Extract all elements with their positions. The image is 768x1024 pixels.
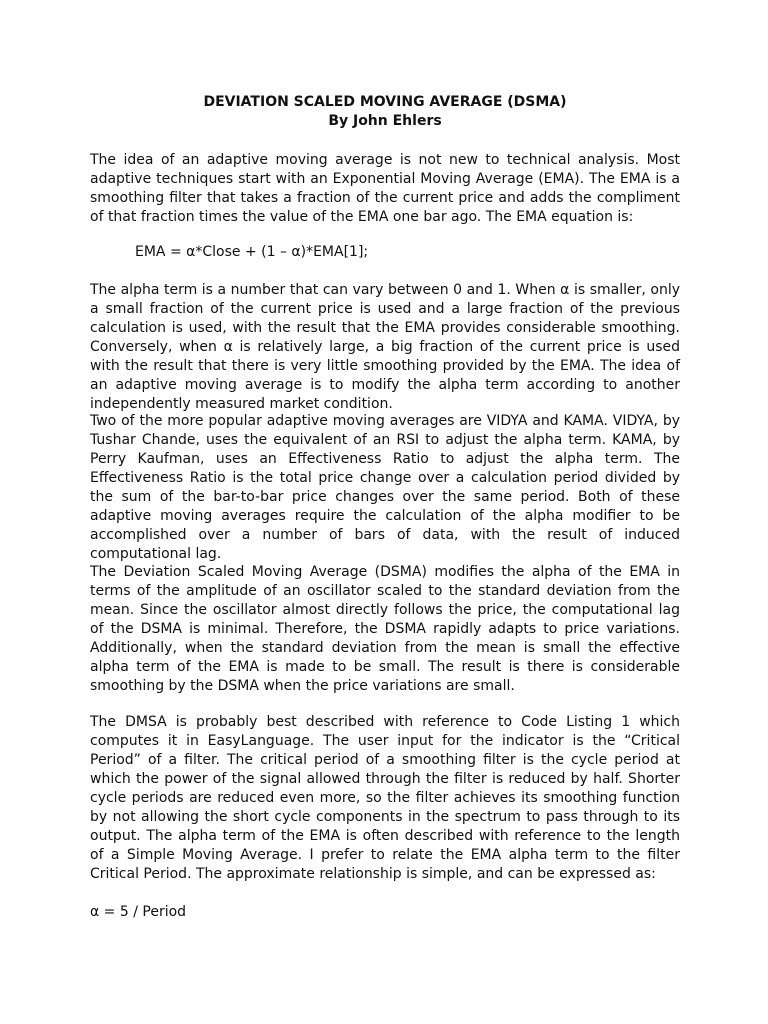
paragraph-alpha: The alpha term is a number that can vary between 0 and 1. When α is smaller, only a small fraction of the current price is used and a large fraction of the previous calculation is used, with the result that the EMA provides considerable smoothing. Conversely, when α is relatively large, a big fraction of the current price is used with the result that there is very little smoothing provided by the EMA. The idea of an adaptive moving average is to modify the alpha term according to another independently measured market condition. [90,282,680,412]
ema-equation: EMA = α*Close + (1 – α)*EMA[1]; [135,244,369,260]
title-block [90,93,680,131]
paragraph-dsma: The Deviation Scaled Moving Average (DSMA) modifies the alpha of the EMA in terms of the amplitude of an oscillator scaled to the standard deviation from the mean. Since the oscillator almost directly follows the price, the computational lag of the DSMA is minimal. Therefore, the DSMA rapidly adapts to price variations. Additionally, when the standard deviation from the mean is small the effective alpha term of the EMA is made to be small. The result is there is considerable smoothing by the DSMA when the price variations are small. [90,564,680,694]
document-title: DEVIATION SCALED MOVING AVERAGE (DSMA) [203,94,567,110]
alpha-equation: α = 5 / Period [90,904,187,920]
paragraph-critical-period: The DMSA is probably best described with reference to Code Listing 1 which computes it in EasyLanguage. The user input for the indicator is the “Critical Period” of a filter. The critical period of a smoothing filter is the cycle period at which the power of the signal allowed through the filter is reduced by half. Shorter cycle periods are reduced even more, so the filter achieves its smoothing function by not allowing the short cycle components in the spectrum to pass through to its output. The alpha term of the EMA is often described with reference to the length of a Simple Moving Average. I prefer to relate the EMA alpha term to the filter Critical Period. The approximate relationship is simple, and can be expressed as: [90,714,680,882]
document-author: By John Ehlers [328,113,442,129]
paragraph-vidya-kama: Two of the more popular adaptive moving averages are VIDYA and KAMA. VIDYA, by Tushar Chande, uses the equivalent of an RSI to adjust the alpha term. KAMA, by Perry Kaufman, uses an Effectiveness Ratio to adjust the alpha term. The Effectiveness Ratio is the total price change over a calculation period divided by the sum of the bar-to-bar price changes over the same period. Both of these adaptive moving averages require the calculation of the alpha modifier to be accomplished over a number of bars of data, with the result of induced computational lag. [90,413,680,562]
paragraph-intro: The idea of an adaptive moving average is not new to technical analysis. Most adaptive techniques start with an Exponential Moving Average (EMA). The EMA is a smoothing filter that takes a fraction of the current price and adds the compliment of that fraction times the value of the EMA one bar ago. The EMA equation is: [90,152,680,225]
